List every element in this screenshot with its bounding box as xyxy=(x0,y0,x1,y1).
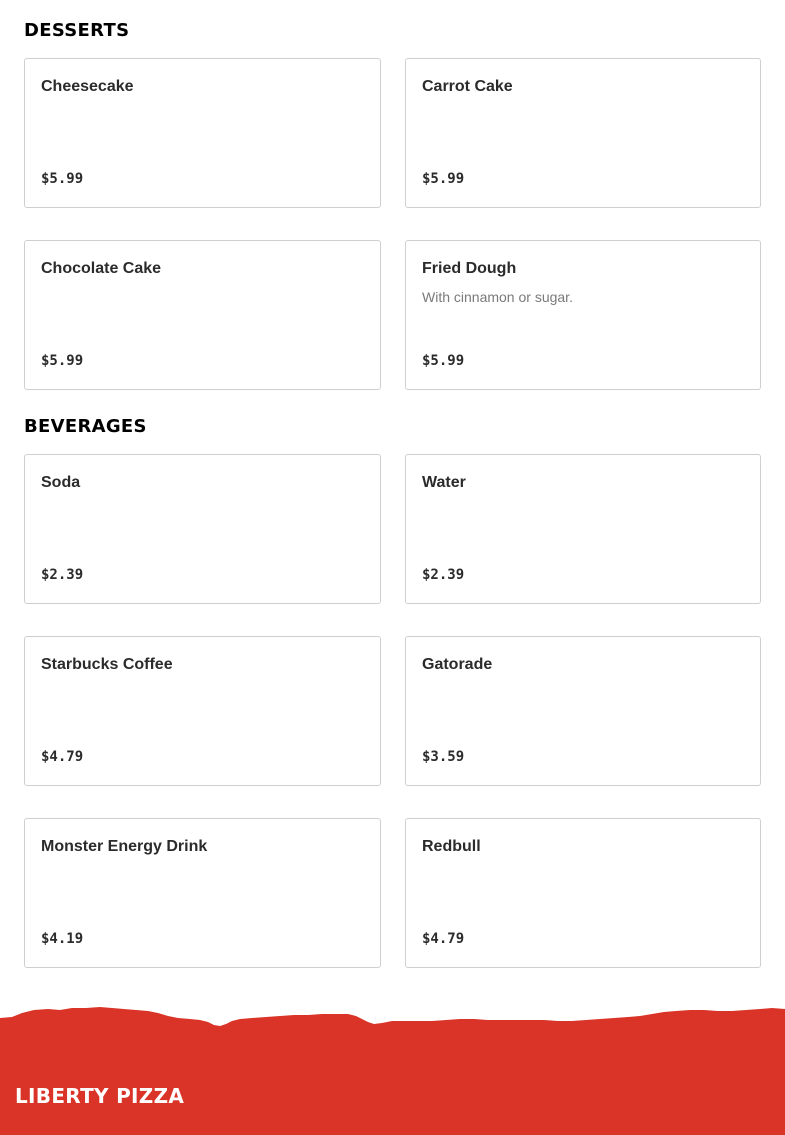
item-name: Chocolate Cake xyxy=(41,260,162,277)
item-price: $3.59 xyxy=(422,749,465,765)
item-name: Cheesecake xyxy=(41,78,134,95)
torn-paper-edge xyxy=(0,1000,785,1135)
footer-brand-name: LIBERTY PIZZA xyxy=(15,1084,185,1108)
item-price: $5.99 xyxy=(422,353,465,369)
item-price: $4.79 xyxy=(41,749,84,765)
menu-item-card[interactable] xyxy=(24,454,381,604)
item-description: With cinnamon or sugar. xyxy=(422,289,573,305)
menu-item-card[interactable] xyxy=(24,818,381,968)
item-price: $4.79 xyxy=(422,931,465,947)
item-name: Gatorade xyxy=(422,656,493,673)
menu-item-card[interactable] xyxy=(405,636,761,786)
item-name: Redbull xyxy=(422,838,481,855)
menu-item-card[interactable] xyxy=(405,240,761,390)
menu-item-card[interactable] xyxy=(24,240,381,390)
item-name: Water xyxy=(422,474,466,491)
item-price: $5.99 xyxy=(41,171,84,187)
item-name: Soda xyxy=(41,474,81,491)
item-price: $5.99 xyxy=(422,171,465,187)
item-price: $5.99 xyxy=(41,353,84,369)
beverages-grid xyxy=(24,454,761,968)
menu-item-card[interactable] xyxy=(405,818,761,968)
menu-item-card[interactable] xyxy=(24,58,381,208)
menu-item-card[interactable] xyxy=(24,636,381,786)
item-name: Carrot Cake xyxy=(422,78,513,95)
item-name: Monster Energy Drink xyxy=(41,838,208,855)
site-footer xyxy=(0,1000,785,1135)
item-price: $4.19 xyxy=(41,931,84,947)
menu-item-card[interactable] xyxy=(405,58,761,208)
section-title-beverages: BEVERAGES xyxy=(24,416,147,437)
item-name: Starbucks Coffee xyxy=(41,656,173,673)
menu-item-card[interactable] xyxy=(405,454,761,604)
desserts-grid xyxy=(24,58,761,390)
item-price: $2.39 xyxy=(422,567,465,583)
section-title-desserts: DESSERTS xyxy=(24,20,130,41)
item-price: $2.39 xyxy=(41,567,84,583)
item-name: Fried Dough xyxy=(422,260,517,277)
